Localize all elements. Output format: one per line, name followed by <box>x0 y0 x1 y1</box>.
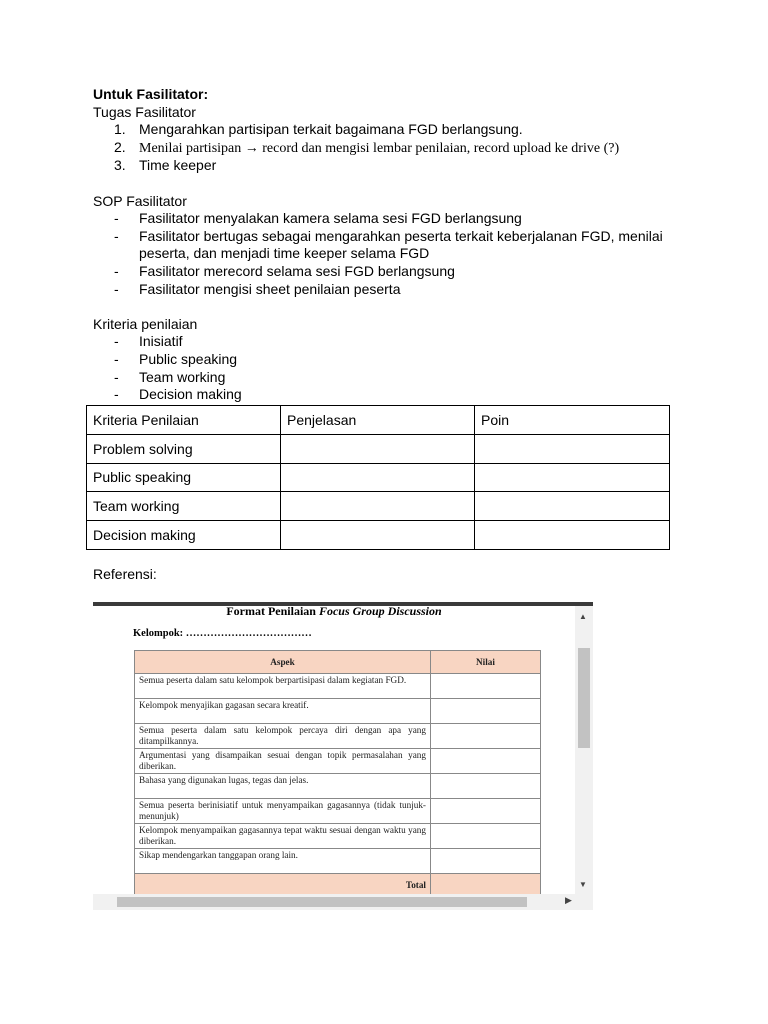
fgd-row <box>135 724 541 749</box>
list-text: Public speaking <box>139 350 238 367</box>
list-bullet: - <box>114 386 119 403</box>
fgd-aspek-cell: Kelompok menyampaikan gagasannya tepat waktu sesuai dengan waktu yang diberikan. <box>135 824 431 849</box>
vertical-scrollbar[interactable] <box>575 606 593 894</box>
referensi-label: Referensi: <box>93 566 157 582</box>
fgd-aspek-cell: Semua peserta berinisiatif untuk menyampaikan gagasannya (tidak tunjuk-menunjuk) <box>135 799 431 824</box>
table-cell[interactable] <box>281 434 475 463</box>
fgd-row <box>135 824 541 849</box>
list-number: 2. <box>114 138 126 155</box>
table-cell[interactable] <box>475 492 670 521</box>
table-row <box>87 434 670 463</box>
scroll-up-icon[interactable]: ▲ <box>579 612 587 621</box>
fgd-aspek-cell: Bahasa yang digunakan lugas, tegas dan jelas. <box>135 774 431 799</box>
sop-item-3 <box>93 263 673 281</box>
fgd-row <box>135 774 541 799</box>
kriteria-item-4 <box>93 386 673 404</box>
table-cell[interactable] <box>281 521 475 550</box>
table-row <box>87 521 670 550</box>
list-text: Decision making <box>139 386 242 403</box>
list-text: Mengarahkan partisipan terkait bagaimana FGD berlangsung. <box>139 121 523 138</box>
tugas-item-2 <box>93 139 673 158</box>
list-bullet: - <box>114 368 119 385</box>
table-row <box>87 492 670 521</box>
list-text: Fasilitator mengisi sheet penilaian peserta <box>139 280 401 297</box>
fgd-header-nilai: Nilai <box>431 651 541 674</box>
table-row <box>87 463 670 492</box>
table-cell[interactable] <box>475 521 670 550</box>
fgd-aspek-cell: Semua peserta dalam satu kelompok percaya diri dengan apa yang ditampilkannya. <box>135 724 431 749</box>
fgd-row <box>135 699 541 724</box>
fgd-row <box>135 799 541 824</box>
table-cell: Public speaking <box>87 463 281 492</box>
fgd-row <box>135 749 541 774</box>
table-cell[interactable] <box>475 434 670 463</box>
scroll-right-icon[interactable]: ▶ <box>565 895 572 905</box>
list-text: Team working <box>139 368 226 385</box>
format-title-text: Format Penilaian <box>226 604 319 618</box>
format-title <box>93 604 575 619</box>
table-cell: Team working <box>87 492 281 521</box>
format-title-italic: Focus Group Discussion <box>318 604 442 618</box>
list-number: 1. <box>114 121 126 138</box>
sop-item-4 <box>93 281 673 299</box>
fgd-nilai-cell <box>431 674 541 699</box>
list-number: 3. <box>114 157 126 174</box>
vertical-scroll-thumb[interactable] <box>578 648 590 748</box>
fgd-nilai-cell <box>431 799 541 824</box>
tugas-item-1 <box>93 121 673 139</box>
fgd-nilai-cell <box>431 774 541 799</box>
list-text: Fasilitator merecord selama sesi FGD berlangsung <box>139 262 455 279</box>
fgd-nilai-cell <box>431 824 541 849</box>
horizontal-scroll-thumb[interactable] <box>117 897 527 907</box>
sop-item-1 <box>93 210 673 228</box>
fgd-row <box>135 674 541 699</box>
kriteria-title: Kriteria penilaian <box>93 315 198 332</box>
heading-fasilitator: Untuk Fasilitator: <box>93 86 209 102</box>
table-cell[interactable] <box>281 463 475 492</box>
sop-item-2 <box>93 228 673 263</box>
document-body <box>93 86 673 404</box>
list-bullet: - <box>114 227 119 244</box>
table-cell: Problem solving <box>87 434 281 463</box>
reference-image <box>93 602 595 910</box>
list-bullet: - <box>114 210 119 227</box>
list-text: Inisiatif <box>139 333 183 350</box>
list-bullet: - <box>114 333 119 350</box>
fgd-nilai-cell <box>431 724 541 749</box>
list-text: Time keeper <box>139 157 217 174</box>
kriteria-item-1 <box>93 333 673 351</box>
fgd-aspek-cell: Semua peserta dalam satu kelompok berpartisipasi dalam kegiatan FGD. <box>135 674 431 699</box>
kelompok-text: Kelompok: ……………………………… <box>133 628 312 639</box>
fgd-row <box>135 849 541 874</box>
horizontal-scrollbar[interactable] <box>93 894 593 910</box>
fgd-table <box>134 650 541 897</box>
table-header-cell: Penjelasan <box>281 406 475 435</box>
fgd-aspek-cell: Argumentasi yang disampaikan sesuai dengan topik permasalahan yang diberikan. <box>135 749 431 774</box>
fgd-total-label: Total <box>135 874 431 897</box>
tugas-item-3 <box>93 157 673 175</box>
list-text: Fasilitator menyalakan kamera selama sesi FGD berlangsung <box>139 210 522 227</box>
sop-title: SOP Fasilitator <box>93 192 187 209</box>
fgd-nilai-cell <box>431 699 541 724</box>
fgd-header-row <box>135 651 541 674</box>
kriteria-item-3 <box>93 369 673 387</box>
kriteria-item-2 <box>93 351 673 369</box>
tugas-title: Tugas Fasilitator <box>93 103 196 120</box>
fgd-aspek-cell: Kelompok menyajikan gagasan secara kreatif. <box>135 699 431 724</box>
table-header-row <box>87 406 670 435</box>
scroll-down-icon[interactable]: ▼ <box>579 880 587 889</box>
fgd-nilai-cell <box>431 849 541 874</box>
table-cell: Decision making <box>87 521 281 550</box>
table-header-cell: Poin <box>475 406 670 435</box>
list-bullet: - <box>114 350 119 367</box>
list-bullet: - <box>114 262 119 279</box>
fgd-nilai-cell <box>431 749 541 774</box>
table-header-cell: Kriteria Penilaian <box>87 406 281 435</box>
fgd-aspek-cell: Sikap mendengarkan tanggapan orang lain. <box>135 849 431 874</box>
list-text: Menilai partisipan → record dan mengisi lembar penilaian, record upload ke drive (?) <box>139 140 620 156</box>
criteria-table <box>86 405 670 550</box>
table-cell[interactable] <box>281 492 475 521</box>
list-bullet: - <box>114 280 119 297</box>
list-text: Fasilitator bertugas sebagai mengarahkan peserta terkait keberjalanan FGD, menilai peserta, dan menjadi time keeper selama FGD <box>139 227 663 262</box>
fgd-header-aspek: Aspek <box>135 651 431 674</box>
kelompok-label <box>133 628 312 639</box>
table-cell[interactable] <box>475 463 670 492</box>
